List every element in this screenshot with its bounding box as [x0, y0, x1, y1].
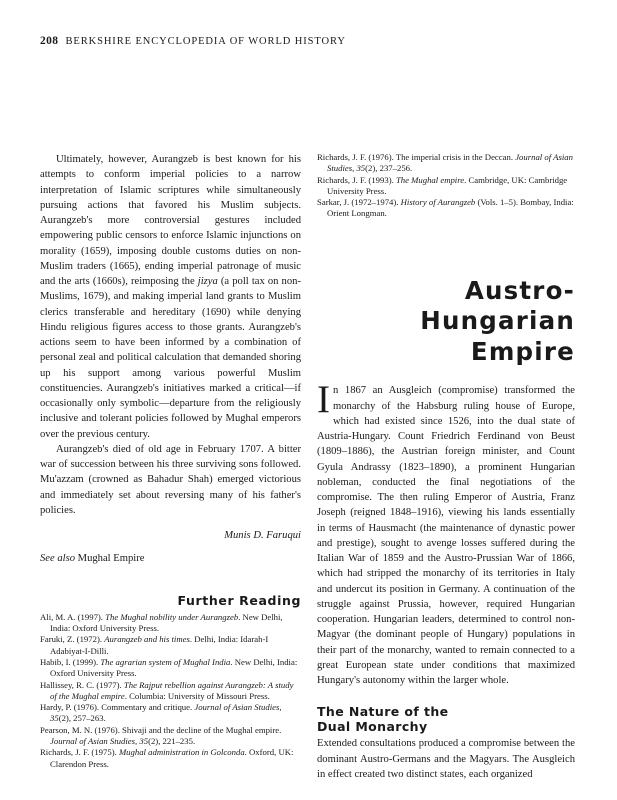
- running-head: [40, 35, 580, 47]
- publication-title: BERKSHIRE ENCYCLOPEDIA OF WORLD HISTORY: [65, 36, 346, 47]
- reference-item: Habib, I. (1999). The agrarian system of Mughal India. New Delhi, India: Oxford University Press.: [40, 656, 298, 679]
- article-title-line: Hungarian: [420, 306, 575, 336]
- reference-item: Ali, M. A. (1997). The Mughal nobility under Aurangzeb. New Delhi, India: Oxford University Press.: [40, 611, 283, 634]
- see-also: [40, 551, 301, 566]
- section-paragraph: Extended consultations produced a compromise between the dominant Austro-Germans and the Magyars. The Ausgleich in effect created two distinct states, each organized: [317, 738, 575, 780]
- right-column: [317, 152, 575, 782]
- section-heading: The Nature of the Dual Monarchy: [317, 704, 449, 735]
- drop-cap: I: [317, 378, 330, 422]
- article-title: [317, 276, 575, 368]
- page-number: 208: [40, 35, 59, 47]
- author-signature: Munis D. Faruqui: [224, 530, 301, 541]
- body-paragraph-aurangzeb-policies: Ultimately, however, Aurangzeb is best known for his attempts to conform imperial policies to a narrow interpretation of Islamic scriptures while simultaneously pursuing actions that favored his Muslim subjects. Aurangzeb's more controversial gestures included empowering public censors to enforce Islamic injunctions on morality (1659), imposing double customs duties on non-Muslim traders (1665), ending imperial patronage of music and the arts (1660s), reimposing the jizya (a poll tax on non-Muslims, 1679), and making imperial land grants to Muslim clerics transferable and hereditary (1690) while denying Hindu religious figures access to those grants. Aurangzeb's actions seem to have been informed by a combination of personal zeal and political calculation that demanded shoring up his support among various powerful Muslim constituencies. Aurangzeb's initiatives marked a critical—if occasionally only symbolic—departure from the religiously inclusive and tolerant policies followed by Mughal emperors over the previous century.: [40, 154, 301, 440]
- further-reading-heading: Further Reading: [177, 592, 301, 608]
- article-title-line: Austro-: [464, 275, 575, 305]
- body-paragraph-succession: Aurangzeb's died of old age in February 1707. A bitter war of succession between his three surviving sons followed. Mu'azzam (crowned as Bahadur Shah) emerged victorious and immediately set about reversing many of his father's policies.: [40, 443, 301, 516]
- left-column: [40, 152, 301, 770]
- reference-item: Richards, J. F. (1976). The imperial crisis in the Deccan. Journal of Asian Studies, 35(2), 237–256.: [317, 152, 573, 174]
- reference-item: Sarkar, J. (1972–1974). History of Aurangzeb (Vols. 1–5). Bombay, India: Orient Longman.: [317, 197, 574, 219]
- lead-paragraph: In 1867 an Ausgleich (compromise) transformed the monarchy of the Habsburg ruling house of Europe, which had existed since 1526, into the dual state of Austria-Hungary. Count Friedrich Ferdinand von Beust (1809–1886), the Austrian foreign minister, and Count Gyula Andrassy (1823–1890), a prominent Hungarian nobleman, conducted the final negotiations of the compromise. The then ruling Emperor of Austria, Franz Joseph (reigned 1848–1916), viewing his lands essentially in terms of Hausmacht (the maintenance of dynastic power and prestige), sought to avenge losses suffered during the Italian War of 1859 and the Austro-Prussian War of 1866, which had stripped the monarchy of its territories in Italy and undercut its position in Germany. A continuation of the struggle against Prussia, however, required Hungarian cooperation. Hungarian leaders, determined to control non-Magyar (the dominant people of Hungary) populations in their part of the monarchy, wanted to remain connected to a great European state under conditions that maximized Hungary's autonomy within the larger whole.: [317, 378, 575, 687]
- further-reading-list-continued: [317, 152, 575, 220]
- reference-item: Pearson, M. N. (1976). Shivaji and the decline of the Mughal empire. Journal of Asian Studies, 35(2), 221–235.: [40, 724, 282, 747]
- reference-item: Hardy, P. (1976). Commentary and critique. Journal of Asian Studies, 35(2), 257–263.: [40, 702, 282, 724]
- article-title-line: Empire: [470, 336, 575, 366]
- reference-item: Faruki, Z. (1972). Aurangzeb and his times. Delhi, India: Idarah-I Adabiyat-I-Dilli.: [40, 634, 269, 656]
- see-also-link[interactable]: Mughal Empire: [75, 553, 145, 565]
- further-reading-list: [40, 612, 301, 770]
- see-also-label: See also: [40, 553, 76, 565]
- reference-item: Richards, J. F. (1993). The Mughal empire. Cambridge, UK: Cambridge University Press.: [317, 174, 568, 196]
- reference-item: Richards, J. F. (1975). Mughal administration in Golconda. Oxford, UK: Clarendon Press.: [40, 747, 294, 769]
- reference-item: Hallissey, R. C. (1977). The Rajput rebellion against Aurangzeb: A study of the Mughal empire. Columbia: University of Missouri Press.: [40, 679, 294, 701]
